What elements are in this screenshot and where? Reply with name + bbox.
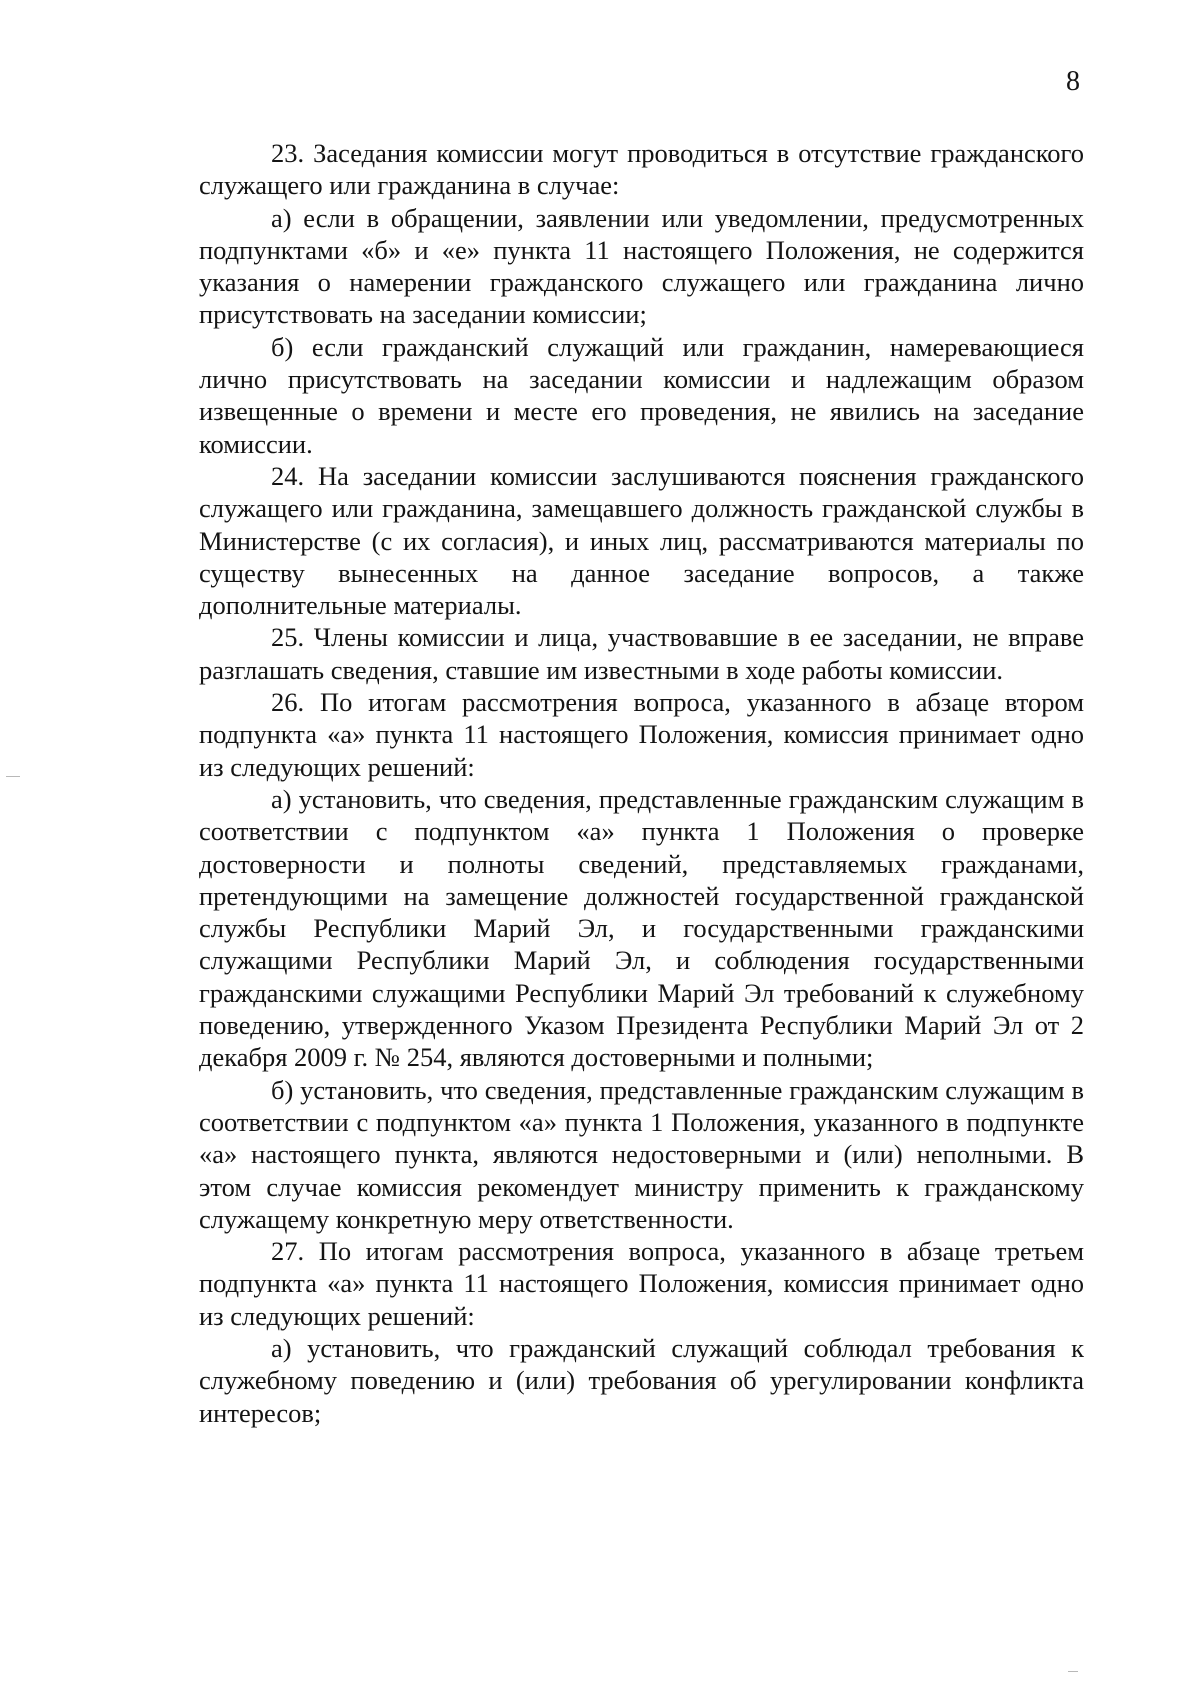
paragraph-27-a: а) установить, что гражданский служащий соблюдал требования к служебному поведению и (или) требования об урегулировании конфликта интересов;: [199, 1332, 1084, 1428]
paragraph-26-b: б) установить, что сведения, представленные гражданским служащим в соответствии с подпунктом «а» пункта 1 Положения, указанного в подпункте «а» настоящего пункта, являются недостоверными и (или) неполными. В этом случае комиссия рекомендует министру применить к гражданскому служащему конкретную меру ответственности.: [199, 1074, 1084, 1234]
paragraph-24: 24. На заседании комиссии заслушиваются пояснения гражданского служащего или гражданина, замещавшего должность гражданской службы в Министерстве (с их согласия), и иных лиц, рассматриваются материалы по существу вынесенных на данное заседание вопросов, а также дополнительные материалы.: [199, 460, 1084, 621]
paragraph-26: 26. По итогам рассмотрения вопроса, указанного в абзаце втором подпункта «а» пункта 11 настоящего Положения, комиссия принимает одно из следующих решений:: [199, 687, 1084, 782]
paragraph-27: 27. По итогам рассмотрения вопроса, указанного в абзаце третьем подпункта «а» пункта 11 настоящего Положения, комиссия принимает одно из следующих решений:: [199, 1236, 1084, 1331]
scan-mark-left: [6, 776, 20, 777]
page-number: 8: [1066, 66, 1080, 97]
paragraph-23-a: а) если в обращении, заявлении или уведомлении, предусмотренных подпунктами «б» и «е» пункта 11 настоящего Положения, не содержится указания о намерении гражданского служащего или гражданина лично присутствовать на заседании комиссии;: [199, 202, 1084, 330]
document-body: [199, 137, 1084, 1429]
scan-mark-bottom-right: [1068, 1671, 1078, 1672]
paragraph-25: 25. Члены комиссии и лица, участвовавшие в ее заседании, не вправе разглашать сведения, ставшие им известными в ходе работы комиссии.: [199, 622, 1084, 685]
paragraph-23: 23. Заседания комиссии могут проводиться в отсутствие гражданского служащего или гражданина в случае:: [199, 138, 1084, 201]
paragraph-23-b: б) если гражданский служащий или гражданин, намеревающиеся лично присутствовать на заседании комиссии и надлежащим образом извещенные о времени и месте его проведения, не явились на заседание комиссии.: [199, 331, 1084, 459]
paragraph-26-a: а) установить, что сведения, представленные гражданским служащим в соответствии с подпунктом «а» пункта 1 Положения о проверке достоверности и полноты сведений, представляемых гражданами, претендующими на замещение должностей государственной гражданской службы Республики Марий Эл, и государственными гражданскими служащими Республики Марий Эл, и соблюдения государственными гражданскими служащими Республики Марий Эл требований к служебному поведению, утвержденного Указом Президента Республики Марий Эл от 2 декабря 2009 г. № 254, являются достоверными и полными;: [199, 783, 1084, 1073]
